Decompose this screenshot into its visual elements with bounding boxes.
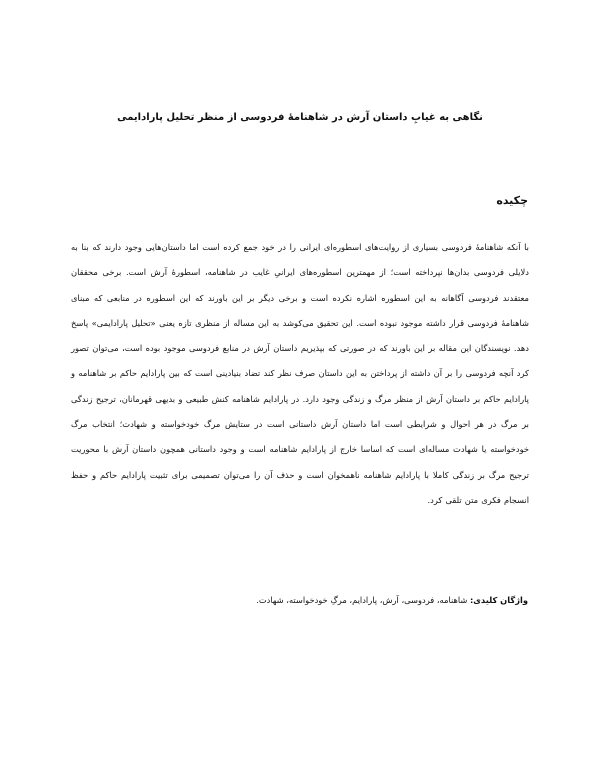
abstract-body: با آنکه شاهنامۀ فردوسی بسیاری از روایت‌های اسطوره‌ای ایرانی را در خود جمع کرده است اما داستان‌هایی وجود دارند که بنا به دلایلی فردوسی بدان‌ها نپرداخته است؛ از مهمترین اسطوره‌های ایرانیِ غایب در شاهنامه، اسطورۀ آرش است. برخی محققان معتقدند فردوسی آگاهانه به این اسطوره اشاره نکرده است و برخی دیگر بر این باورند که این اسطوره در منابعی که مبنای شاهنامۀ فردوسی قرار داشته موجود نبوده است. این تحقیق می‌کوشد به این مساله از منظری تازه یعنی «تحلیل پارادایمی» پاسخ دهد. نویسندگان این مقاله بر این باورند که در صورتی که بپذیریم داستان آرش در منابع فردوسی موجود بوده است، می‌توان تصور کرد آنچه فردوسی را بر آن داشته از پرداختن به این داستان صرف نظر کند تضاد بنیادینی است که بین پارادایم حاکم بر شاهنامه و پارادایم حاکم بر داستان آرش از منظر مرگ و زندگی وجود دارد. در پارادایم شاهنامه کنش طبیعی و بدیهی قهرمانان، ترجیح زندگی بر مرگ در هر احوال و شرایطی است اما داستان آرش داستانی است در ستایش مرگ خودخواسته و شهادت؛ انتخاب مرگ خودخواسته یا شهادت مساله‌ای است که اساسا خارج از پارادایم شاهنامه است و وجود داستانی همچون داستان آرش با محوریت ترجیح مرگ بر زندگی کاملا با پارادایم شاهنامه ناهمخوان است و حذف آن را می‌توان تصمیمی برای تثبیت پارادایم حاکم و حفظ انسجام فکری متن تلقی کرد.	[71, 242, 529, 505]
keywords-value: شاهنامه، فردوسی، آرش، پارادایم، مرگِ خودخواسته، شهادت.	[256, 595, 468, 605]
paper-title: نگاهی به غیابِ داستان آرش در شاهنامۀ فردوسی از منظر تحلیل پارادایمی	[117, 112, 483, 123]
keywords-line	[70, 593, 528, 607]
abstract-heading: چکیده	[496, 194, 528, 207]
keywords-label: واژگان کلیدی:	[469, 595, 528, 605]
